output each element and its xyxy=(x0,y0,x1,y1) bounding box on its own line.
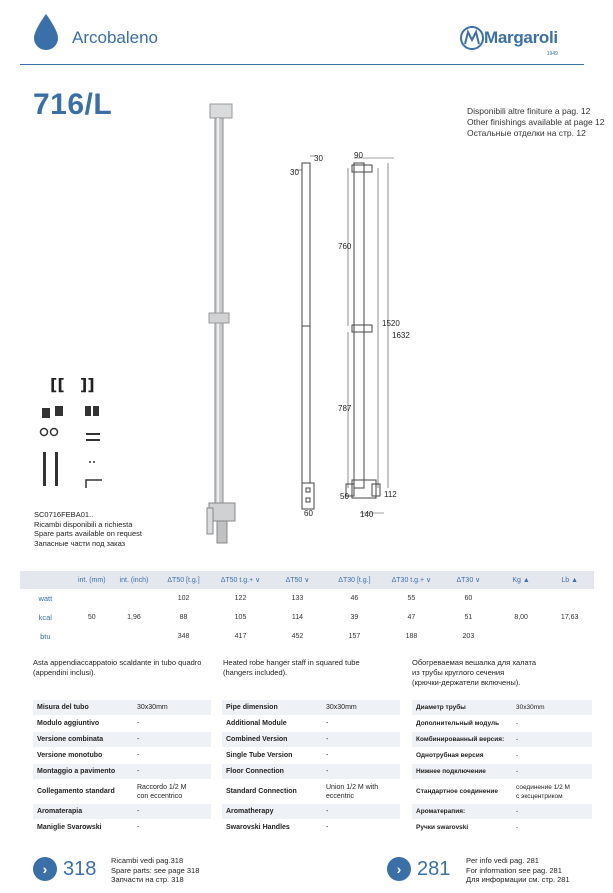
spec-row-watt xyxy=(20,589,594,608)
spec-row-label: watt xyxy=(38,594,53,603)
footer-line: Ricambi vedi pag.318 xyxy=(111,856,184,865)
footer-page-number: 318 xyxy=(63,857,97,880)
svg-text:]]: ]] xyxy=(80,375,95,394)
logo-text: Margaroli xyxy=(484,28,558,47)
feature-value: - xyxy=(137,824,140,831)
finish-line-it: Disponibili altre finiture a pag. 12 xyxy=(467,106,591,116)
spare-line-ru: Запасные части под заказ xyxy=(34,538,126,548)
spec-cell: 55 xyxy=(407,595,416,602)
svg-text:[[: [[ xyxy=(50,375,65,394)
description-line: (крючки-держатели включены). xyxy=(412,678,521,687)
dim-760: 760 xyxy=(338,242,352,251)
footer-spares-note xyxy=(111,856,199,885)
feature-value: - xyxy=(326,752,329,759)
dim-112: 112 xyxy=(384,490,397,499)
footer-line: Spare parts: see page 318 xyxy=(111,865,200,875)
feature-value: - xyxy=(326,720,329,727)
feature-value: - xyxy=(137,736,140,743)
spec-cell: 133 xyxy=(291,595,304,602)
spec-cell: 39 xyxy=(350,614,359,621)
feature-value: соединение 1/2 M с эксцентриком xyxy=(516,783,570,800)
dim-60: 60 xyxy=(304,509,313,518)
feature-key: Misura del tubo xyxy=(37,704,89,711)
spec-kg: 8,00 xyxy=(514,614,528,621)
spec-cell: 188 xyxy=(405,633,418,640)
feature-value: 30x30mm xyxy=(516,704,545,711)
description-en xyxy=(223,658,360,678)
feature-value: - xyxy=(326,768,329,775)
feature-key: Combined Version xyxy=(226,736,288,743)
feature-value: - xyxy=(516,720,519,727)
spec-cell: 452 xyxy=(291,633,304,640)
spec-header-int-mm: int. (mm) xyxy=(77,576,106,584)
chevron-right-icon: › xyxy=(387,857,411,881)
feature-key: Ароматерапия: xyxy=(416,808,466,815)
feature-value: - xyxy=(137,752,140,759)
feature-key: Additional Module xyxy=(226,720,287,727)
spare-line-it: Ricambi disponibili a richiesta xyxy=(34,519,133,529)
spec-cell: 203 xyxy=(462,633,475,640)
feature-key: Комбинированный версия: xyxy=(416,736,505,743)
spec-lb: 17,63 xyxy=(560,614,579,621)
spec-cell: 157 xyxy=(348,633,361,640)
description-line: Heated robe hanger staff in squared tube xyxy=(223,658,360,667)
feature-key: Standard Connection xyxy=(226,788,297,795)
feature-key: Maniglie Svarowski xyxy=(37,824,102,831)
footer-line: For information see pag. 281 xyxy=(466,865,562,875)
description-it xyxy=(33,658,201,678)
feature-key: Versione monotubo xyxy=(37,752,103,759)
dim-140: 140 xyxy=(360,510,374,519)
spec-table xyxy=(20,571,594,646)
chevron-right-icon: › xyxy=(33,857,57,881)
feature-table-en xyxy=(222,700,400,836)
feature-key: Pipe dimension xyxy=(226,704,278,711)
feature-value: - xyxy=(516,736,519,743)
feature-key: Дополнительный модуль xyxy=(416,720,500,727)
finish-line-ru: Остальные отделки на стр. 12 xyxy=(467,128,586,138)
dim-30-top: 30 xyxy=(314,154,323,163)
spec-cell: 51 xyxy=(464,614,473,621)
spec-cell: 88 xyxy=(179,614,188,621)
dim-30-side: 30 xyxy=(290,168,299,177)
spec-header-dt30-tg: ΔT30 [t.g.] xyxy=(338,576,371,584)
header-divider xyxy=(20,64,584,65)
spec-cell: 105 xyxy=(234,614,247,621)
spec-header-dt30-tgv: ΔT30 t.g.+ ∨ xyxy=(391,577,432,584)
feature-value: Union 1/2 M with eccentric xyxy=(326,783,379,800)
dim-50: 50 xyxy=(340,492,349,501)
brand-logo xyxy=(460,26,558,57)
spec-header-int-inch: int. (inch) xyxy=(119,576,149,584)
feature-key: Modulo aggiuntivo xyxy=(37,720,100,727)
collection-name: Arcobaleno xyxy=(72,28,159,47)
feature-key: Стандартное соединение xyxy=(416,788,498,795)
spec-cell: 122 xyxy=(234,595,247,602)
spec-header-dt50-v: ΔT50 ∨ xyxy=(285,577,310,584)
spec-cell: 47 xyxy=(407,614,416,621)
feature-key: Single Tube Version xyxy=(226,752,293,759)
footer-line: Для информации см. стр. 281 xyxy=(466,875,570,884)
footer-spares-link[interactable] xyxy=(33,857,96,881)
description-ru xyxy=(412,658,536,688)
spec-row-label: kcal xyxy=(38,613,52,622)
feature-value: - xyxy=(516,824,519,831)
feature-key: Floor Connection xyxy=(226,768,284,775)
description-line: (appendini inclusi). xyxy=(33,668,96,677)
dim-1632: 1632 xyxy=(392,331,410,340)
logo-mark-icon xyxy=(460,26,484,50)
description-line: (hangers included). xyxy=(223,668,288,677)
feature-key: Montaggio a pavimento xyxy=(37,768,116,775)
description-line: Обогреваемая вешалка для халата xyxy=(412,658,537,667)
feature-key: Aromaterapia xyxy=(37,808,83,815)
feature-table-ru xyxy=(412,700,592,836)
feature-key: Swarovski Handles xyxy=(226,824,290,831)
spec-row-label: btu xyxy=(40,632,51,641)
footer-page-number: 281 xyxy=(417,857,451,880)
model-number: 716/L xyxy=(33,88,113,121)
spec-header-lb: Lb ▲ xyxy=(561,576,579,584)
spare-line-en: Spare parts available on request xyxy=(34,529,142,538)
description-line: из трубы круглого сечения xyxy=(412,668,505,677)
logo-year: 1949 xyxy=(546,51,558,57)
feature-key: Versione combinata xyxy=(37,736,104,743)
feature-value: - xyxy=(137,720,140,727)
footer-info-link[interactable] xyxy=(387,857,450,881)
finish-line-en: Other finishings available at page 12 xyxy=(467,117,605,127)
spec-header-kg: Kg ▲ xyxy=(512,576,530,584)
feature-table-it xyxy=(33,700,211,836)
spec-header-dt50-tg: ΔT50 [t.g.] xyxy=(167,576,200,584)
spec-cell: 60 xyxy=(464,595,473,602)
spec-header-dt50-tgv: ΔT50 t.g.+ ∨ xyxy=(220,577,261,584)
spec-cell: 46 xyxy=(350,595,359,602)
spec-int-inch: 1,96 xyxy=(127,614,141,621)
feature-key: Диаметр трубы xyxy=(416,704,466,711)
product-image xyxy=(195,98,255,548)
spec-int-mm: 50 xyxy=(87,614,96,621)
feature-value: - xyxy=(516,768,519,775)
feature-value: 30x30mm xyxy=(326,704,357,711)
feature-key: Collegamento standard xyxy=(37,788,115,795)
feature-value: - xyxy=(326,736,329,743)
feature-value: - xyxy=(516,808,519,815)
technical-drawing xyxy=(282,148,422,523)
footer-info-note xyxy=(466,856,570,885)
feature-key: Aromatherapy xyxy=(226,808,274,815)
feature-key: Нижнее подключение xyxy=(416,768,486,775)
spec-cell: 102 xyxy=(177,595,190,602)
feature-key: Ручки swarovski xyxy=(416,824,469,831)
feature-value: Raccordo 1/2 M con eccentrico xyxy=(137,783,187,800)
spec-header-row xyxy=(20,571,594,589)
spare-parts-note xyxy=(34,510,142,548)
feature-value: - xyxy=(137,768,140,775)
spare-code: SC0716FEBA01.. xyxy=(34,510,94,519)
dim-90: 90 xyxy=(354,151,363,160)
water-drop-icon xyxy=(32,14,60,52)
description-line: Asta appendiaccappatoio scaldante in tubo quadro xyxy=(33,658,202,667)
feature-value: - xyxy=(326,808,329,815)
feature-value: 30x30mm xyxy=(137,704,168,711)
feature-value: - xyxy=(326,824,329,831)
spec-header-dt30-v: ΔT30 ∨ xyxy=(456,577,481,584)
finish-note xyxy=(467,106,605,139)
feature-key: Однотрубная версия xyxy=(416,752,484,759)
spec-cell: 114 xyxy=(291,614,304,621)
footer-line: Запчасти на стр. 318 xyxy=(111,875,184,884)
spare-parts-image xyxy=(30,372,125,507)
spec-cell: 417 xyxy=(234,633,247,640)
dim-787: 787 xyxy=(338,404,352,413)
feature-value: - xyxy=(516,752,519,759)
footer-line: Per info vedi pag. 281 xyxy=(466,856,539,865)
spec-cell: 348 xyxy=(177,633,190,640)
feature-value: - xyxy=(137,808,140,815)
dim-1520: 1520 xyxy=(382,319,400,328)
